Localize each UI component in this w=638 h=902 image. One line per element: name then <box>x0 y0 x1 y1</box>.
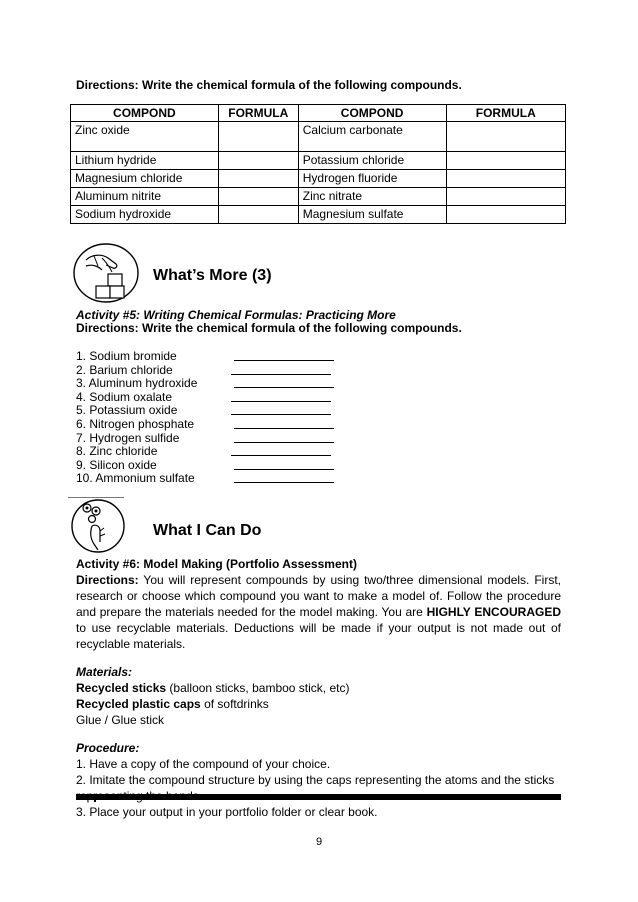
material-2 <box>76 696 561 712</box>
page-number: 9 <box>315 836 323 848</box>
directions-emphasis: HIGHLY ENCOURAGED <box>426 605 561 619</box>
compound-cell: Zinc nitrate <box>298 188 446 206</box>
item-text: 8. Zinc chloride <box>76 444 158 459</box>
bottom-rule <box>76 794 561 800</box>
item-text: 6. Nitrogen phosphate <box>76 416 195 431</box>
answer-blank <box>231 455 331 456</box>
table-row <box>71 188 566 206</box>
answer-blank <box>234 442 334 443</box>
procedure-label: Procedure: <box>76 741 140 755</box>
table-directions: Directions: Write the chemical formula of the following compounds. <box>76 78 462 92</box>
list-item <box>76 391 346 405</box>
list-item <box>76 445 346 459</box>
answer-blank <box>234 482 334 483</box>
procedure-step: 3. Place your output in your portfolio folder or clear book. <box>76 805 378 819</box>
formula-cell <box>218 170 298 188</box>
header-formula-2: FORMULA <box>446 105 565 122</box>
answer-blank <box>231 401 331 402</box>
compound-cell: Calcium carbonate <box>298 122 446 152</box>
formula-cell <box>446 206 565 224</box>
list-item <box>76 377 346 391</box>
formula-cell <box>446 170 565 188</box>
material-1 <box>76 680 561 696</box>
item-text: 7. Hydrogen sulfide <box>76 430 180 445</box>
compound-cell: Magnesium chloride <box>71 170 219 188</box>
compound-table <box>70 104 566 224</box>
item-text: 3. Aluminum hydroxide <box>76 376 198 391</box>
item-text: 2. Barium chloride <box>76 362 173 377</box>
formula-cell <box>218 206 298 224</box>
material-2-bold: Recycled plastic caps <box>76 697 201 711</box>
table-row <box>71 170 566 188</box>
activity-6-title: Activity #6: Model Making (Portfolio Assessment) <box>76 557 357 571</box>
answer-blank <box>231 414 331 415</box>
list-item <box>76 364 346 378</box>
material-1-rest: (balloon sticks, bamboo stick, etc) <box>166 681 350 695</box>
directions-text-a: You will represent compounds by using two/three dimensional models. First, research or choose which compound you want to make a model of. Follow the procedure and prepare the materials needed for the model making. You are <box>76 573 561 619</box>
whats-more-title: What’s More (3) <box>153 267 272 284</box>
answer-blank <box>234 360 334 361</box>
compound-cell: Potassium chloride <box>298 152 446 170</box>
compound-cell: Lithium hydride <box>71 152 219 170</box>
answer-blank <box>234 428 334 429</box>
material-1-bold: Recycled sticks <box>76 681 167 695</box>
header-compound-2: COMPOND <box>298 105 446 122</box>
activity-6-block <box>76 556 561 820</box>
compound-cell: Hydrogen fluoride <box>298 170 446 188</box>
table-row <box>71 122 566 152</box>
item-text: 1. Sodium bromide <box>76 349 177 363</box>
hand-with-gears-icon <box>70 498 126 554</box>
header-compound-1: COMPOND <box>71 105 219 122</box>
rule-mark <box>94 800 96 802</box>
hands-stacking-blocks-icon <box>72 242 140 304</box>
compound-cell: Sodium hydroxide <box>71 206 219 224</box>
table-row <box>71 206 566 224</box>
answer-blank <box>234 387 334 388</box>
item-text: 4. Sodium oxalate <box>76 389 173 404</box>
list-item <box>76 432 346 446</box>
materials-label: Materials: <box>76 665 133 679</box>
item-text: 9. Silicon oxide <box>76 457 157 472</box>
answer-blank <box>231 374 331 375</box>
answer-blank <box>234 469 334 470</box>
compound-cell: Aluminum nitrite <box>71 188 219 206</box>
header-formula-1: FORMULA <box>218 105 298 122</box>
table-row <box>71 152 566 170</box>
formula-cell <box>446 188 565 206</box>
list-item <box>76 404 346 418</box>
list-item <box>76 418 346 432</box>
list-item <box>76 350 346 364</box>
formula-cell <box>218 122 298 152</box>
list-item <box>76 472 346 486</box>
what-i-can-do-title: What I Can Do <box>153 522 262 539</box>
list-item <box>76 459 346 473</box>
activity-5-directions: Directions: Write the chemical formula of the following compounds. <box>76 321 462 335</box>
activity-5-title: Activity #5: Writing Chemical Formulas: Practicing More <box>76 308 396 322</box>
compound-cell: Zinc oxide <box>71 122 219 152</box>
formula-cell <box>446 122 565 152</box>
formula-cell <box>446 152 565 170</box>
directions-label: Directions: <box>76 573 139 587</box>
compound-cell: Magnesium sulfate <box>298 206 446 224</box>
formula-cell <box>218 152 298 170</box>
item-text: 5. Potassium oxide <box>76 403 178 418</box>
formula-cell <box>218 188 298 206</box>
practice-list <box>76 350 346 486</box>
material-3: Glue / Glue stick <box>76 713 165 727</box>
table-header-row <box>71 105 566 122</box>
activity-6-directions <box>76 572 561 652</box>
procedure-step: 2. Imitate the compound structure by using the caps representing the atoms and the sticks <box>76 773 555 787</box>
procedure-step: 1. Have a copy of the compound of your choice. <box>76 757 331 771</box>
directions-text-b: to use recyclable materials. Deductions will be made if your output is not made out of recyclable materials. <box>76 621 561 651</box>
item-text: 10. Ammonium sulfate <box>76 471 195 486</box>
material-2-rest: of softdrinks <box>200 697 269 711</box>
